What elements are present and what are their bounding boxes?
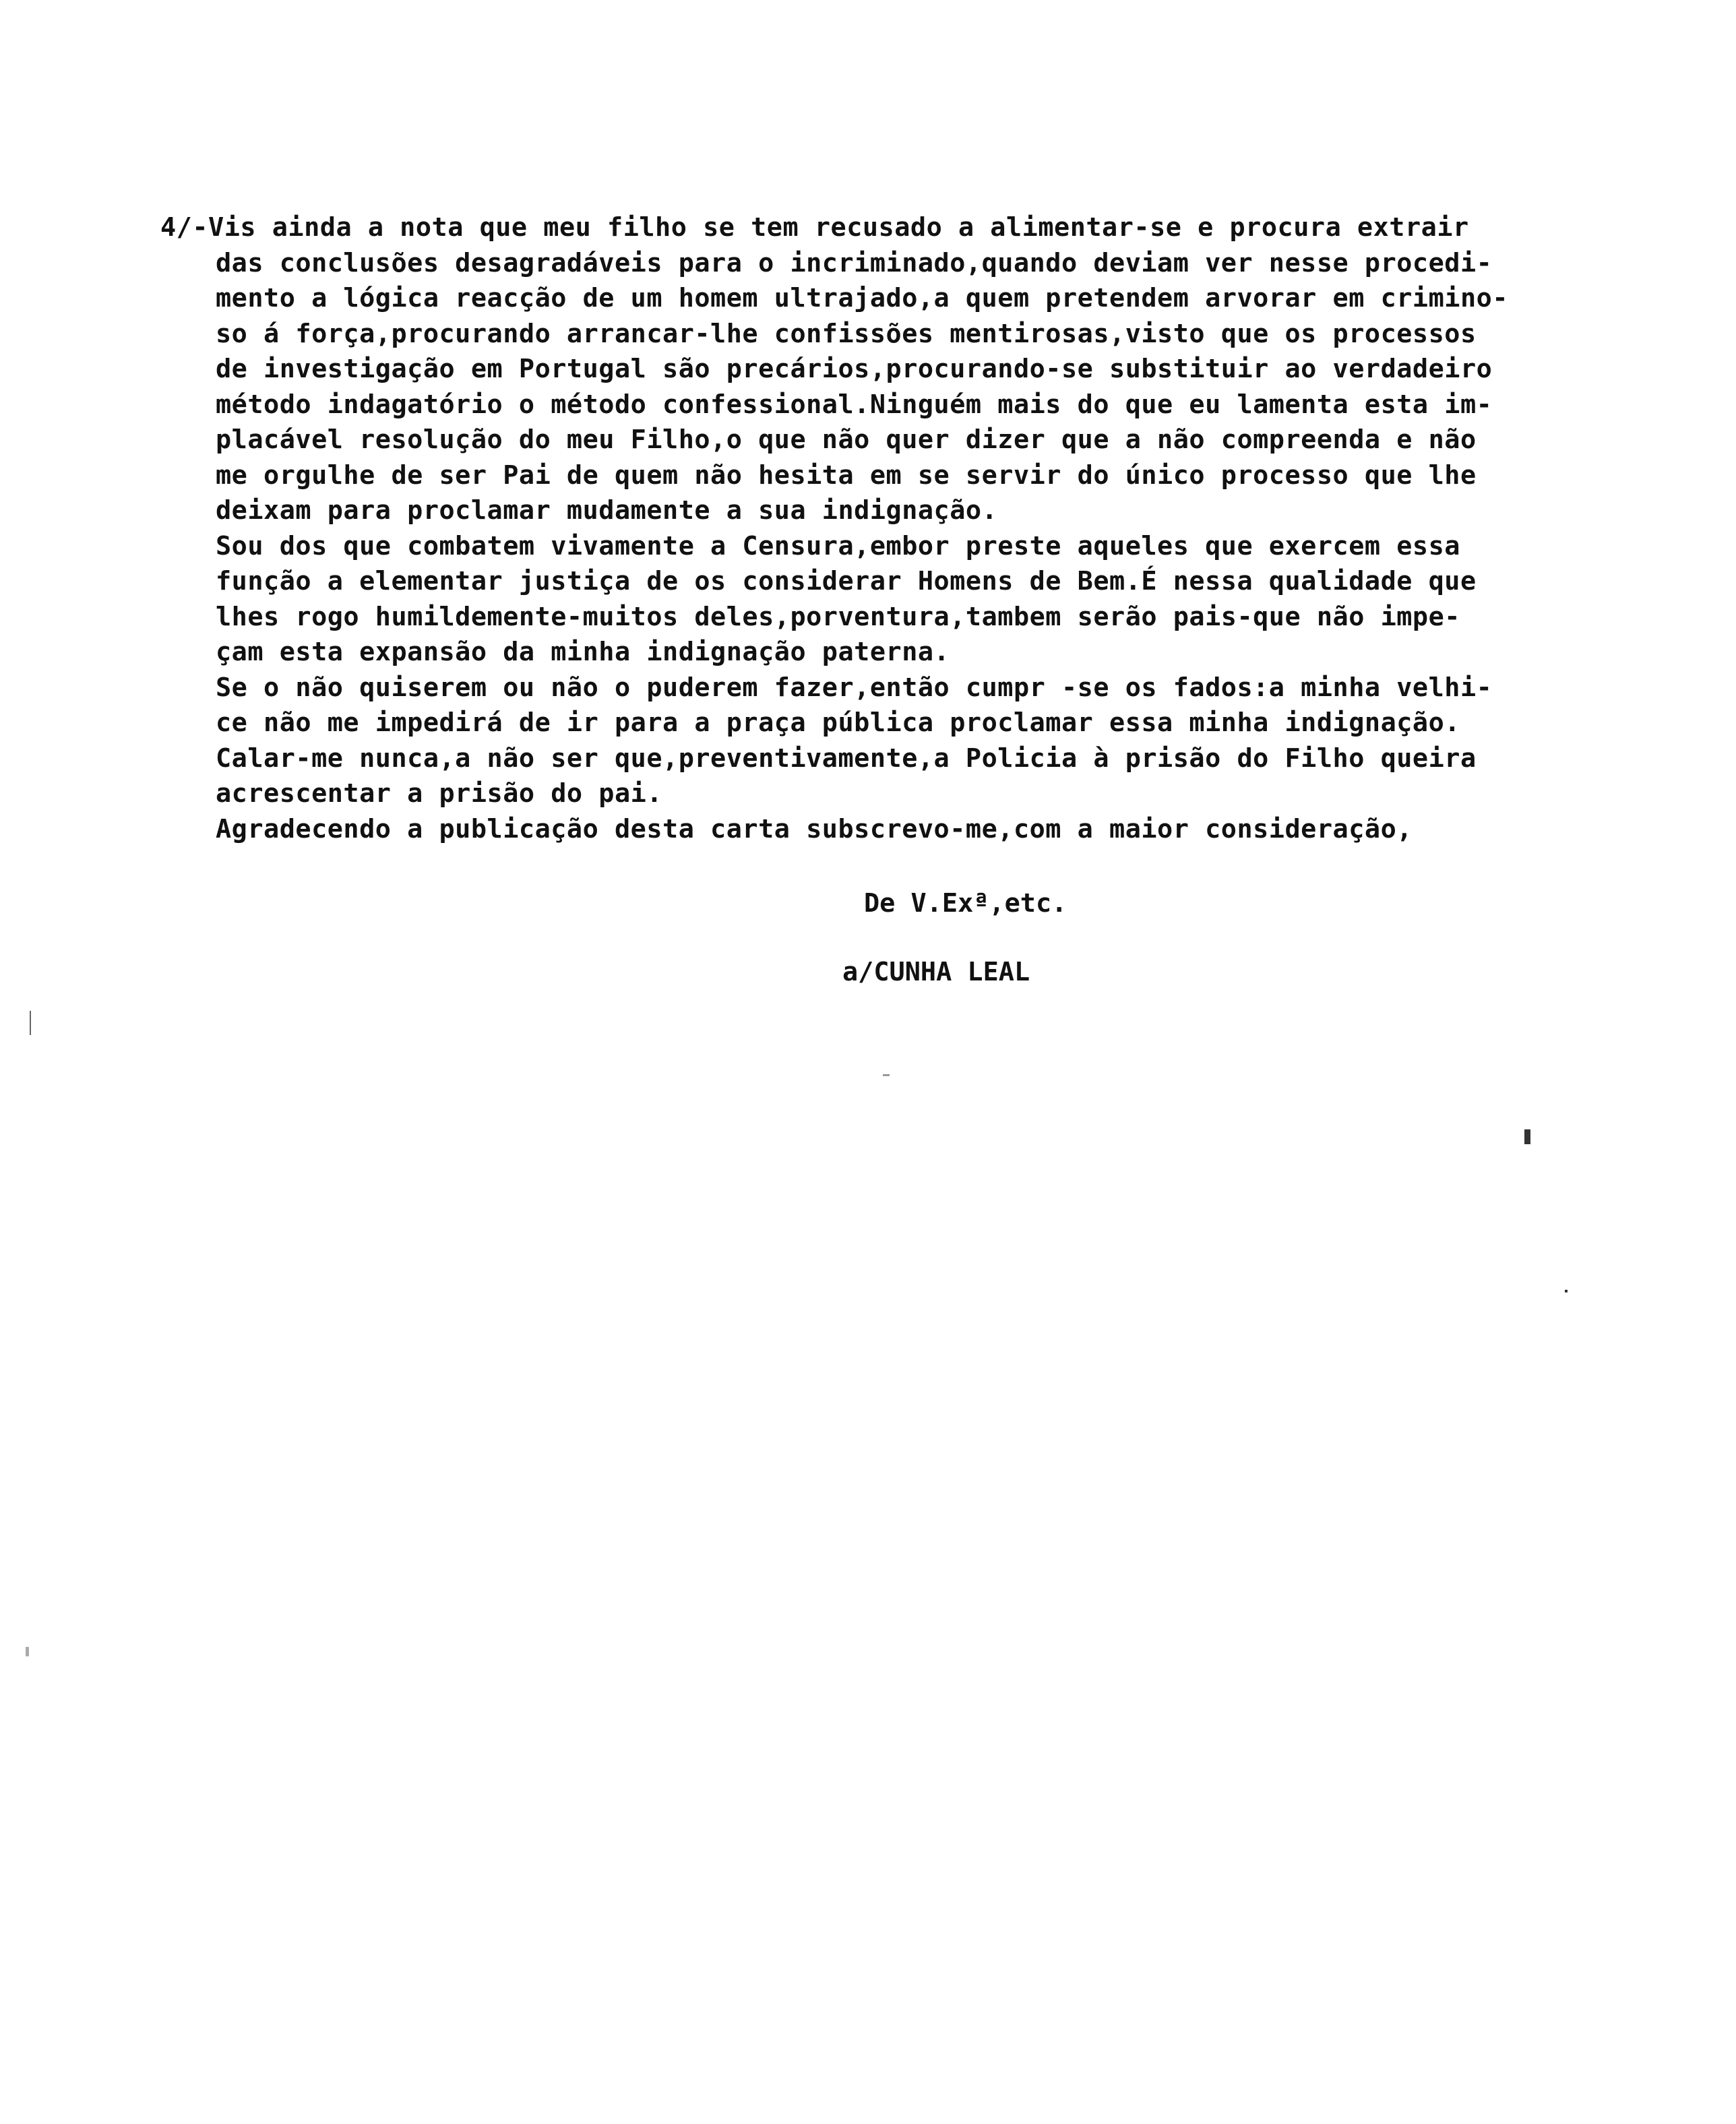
letter-line: me orgulhe de ser Pai de quem não hesita em se servir do único processo que lhe	[216, 460, 1477, 491]
scan-speck	[30, 1011, 31, 1035]
letter-line: função a elementar justiça de os considerar Homens de Bem.É nessa qualidade que	[216, 566, 1477, 596]
scan-speck	[1524, 1129, 1530, 1144]
letter-line: so á força,procurando arrancar-lhe confissões mentirosas,visto que os processos	[216, 318, 1477, 349]
letter-line: ce não me impedirá de ir para a praça pública proclamar essa minha indignação.	[216, 708, 1460, 738]
letter-line: placável resolução do meu Filho,o que não quer dizer que a não compreenda e não	[216, 425, 1477, 455]
letter-line: lhes rogo humildemente-muitos deles,porventura,tambem serão pais-que não impe-	[216, 601, 1460, 632]
letter-line: deixam para proclamar mudamente a sua indignação.	[216, 495, 998, 526]
letter-line: das conclusões desagradáveis para o incriminado,quando deviam ver nesse procedi-	[216, 247, 1493, 278]
letter-line: çam esta expansão da minha indignação paterna.	[216, 637, 950, 667]
scan-speck	[883, 1074, 890, 1076]
letter-line: Calar-me nunca,a não ser que,preventivamente,a Policia à prisão do Filho queira	[216, 743, 1477, 774]
letter-line: Agradecendo a publicação desta carta subscrevo-me,com a maior consideração,	[216, 813, 1413, 844]
scan-speck	[26, 1647, 29, 1656]
letter-line: 4/-Vis ainda a nota que meu filho se tem recusado a alimentar-se e procura extrair	[160, 212, 1469, 243]
letter-line: Sou dos que combatem vivamente a Censura,embor preste aqueles que exercem essa	[216, 530, 1460, 561]
closing-formula: De V.Exª,etc.	[864, 888, 1067, 918]
letter-line: acrescentar a prisão do pai.	[216, 778, 663, 809]
signature: a/CUNHA LEAL	[842, 957, 1030, 987]
letter-line: método indagatório o método confessional.Ninguém mais do que eu lamenta esta im-	[216, 389, 1493, 420]
letter-line: Se o não quiserem ou não o puderem fazer,então cumpr -se os fados:a minha velhi-	[216, 672, 1493, 703]
scan-speck	[1565, 1290, 1568, 1292]
letter-body	[160, 210, 1670, 847]
letter-line: mento a lógica reacção de um homem ultrajado,a quem pretendem arvorar em crimino-	[216, 283, 1508, 313]
letter-line: de investigação em Portugal são precários,procurando-se substituir ao verdadeiro	[216, 354, 1493, 384]
